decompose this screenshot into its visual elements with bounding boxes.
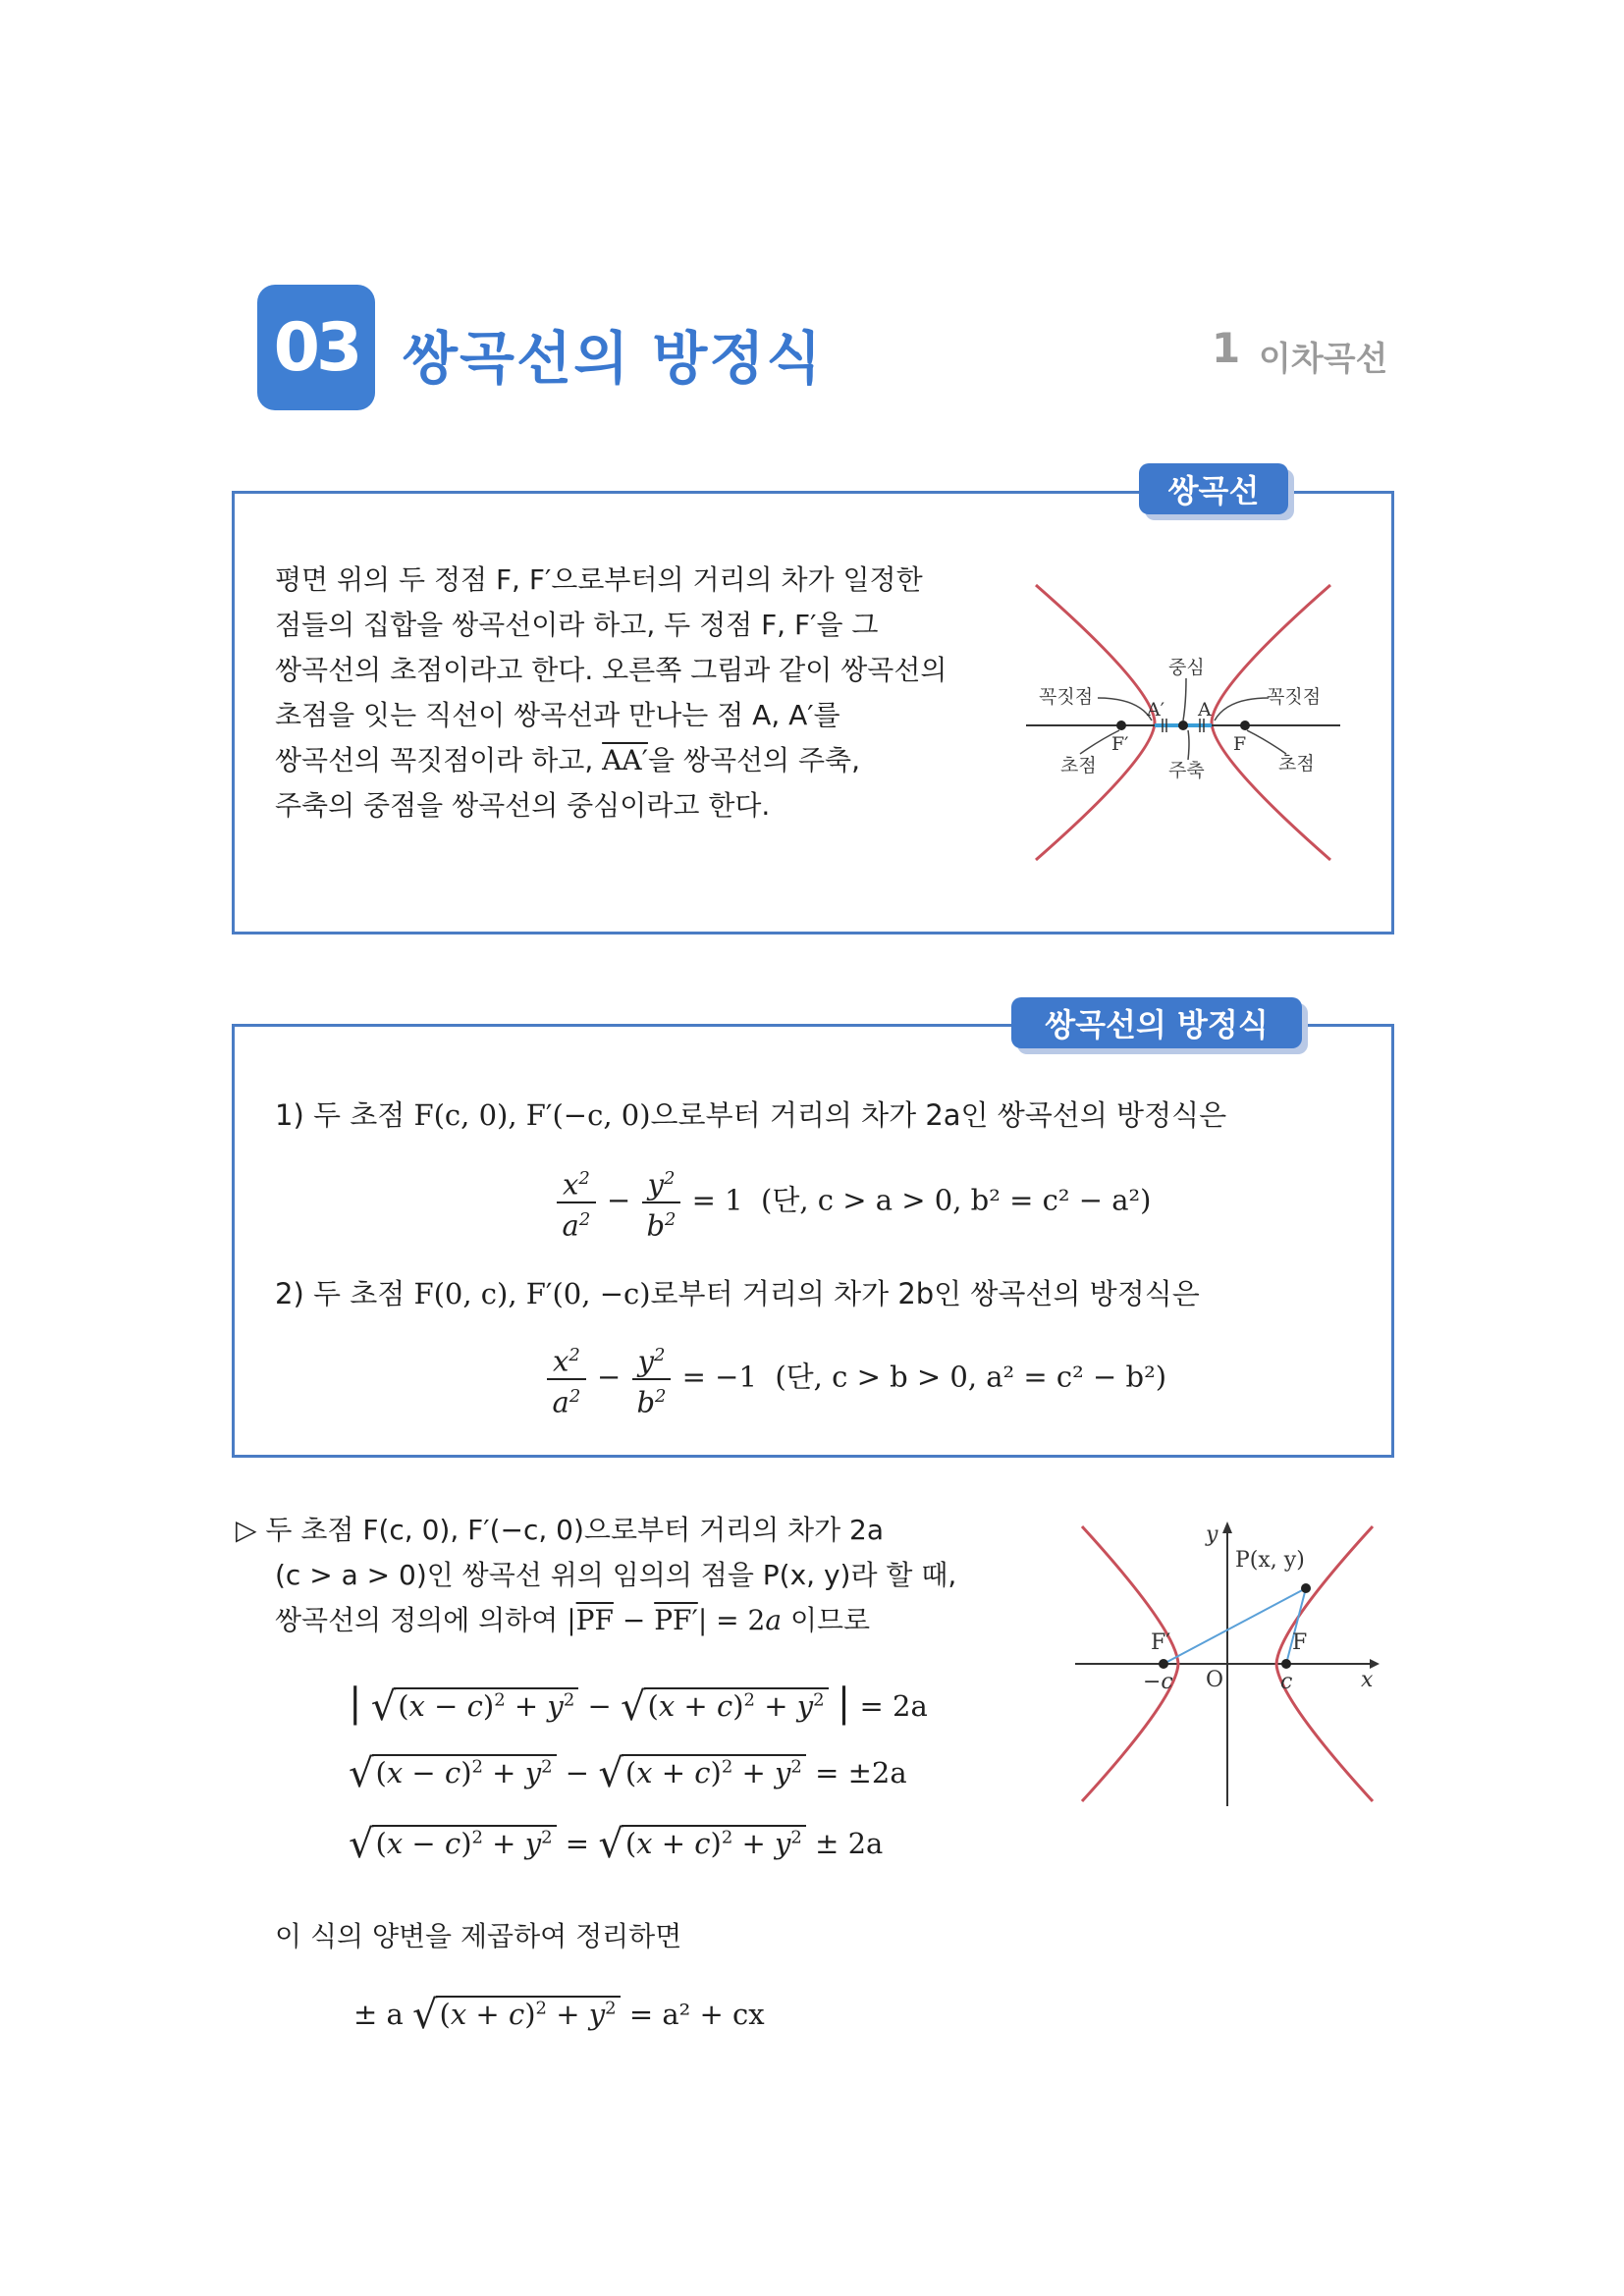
focus-right-point — [1281, 1659, 1291, 1669]
line3-suffix: 이므로 — [789, 1604, 871, 1636]
label-vertex-left: 꼭짓점 — [1039, 686, 1094, 708]
line3-prefix: 쌍곡선의 정의에 의하여 — [275, 1604, 559, 1636]
major-axis-leader — [1188, 730, 1189, 760]
eq-c-rhs: ± 2a — [815, 1827, 884, 1860]
left-branch-curve — [1036, 585, 1155, 860]
label-focus-left: F′ — [1151, 1630, 1171, 1655]
item1-suffix: 으로부터 거리의 차가 2a인 쌍곡선의 방정식은 — [650, 1098, 1227, 1132]
label-F-prime: F′ — [1111, 733, 1129, 755]
center-leader — [1183, 678, 1186, 721]
eq1-rhs: = 1 — [691, 1183, 743, 1217]
hyperbola-coordinate-figure — [1070, 1512, 1384, 1816]
center-point — [1178, 721, 1188, 730]
segment-PF-prime — [1164, 1588, 1306, 1664]
item2-prefix: 2) 두 초점 — [275, 1277, 406, 1310]
section-number-badge — [257, 285, 375, 410]
derivation-line-1: ▷ 두 초점 F(c, 0), F′(−c, 0)으로부터 거리의 차가 2a — [236, 1514, 885, 1546]
label-A-prime: A′ — [1147, 699, 1165, 721]
derivation-line-2: (c > a > 0)인 쌍곡선 위의 임의의 점을 P(x, y)라 할 때, — [275, 1559, 957, 1591]
derivation-eq-d: ± a $√(x + c)^2 + y^2 = a^2$ + cx — [353, 1993, 765, 2038]
label-major-axis: 주축 — [1168, 760, 1205, 781]
definition-line — [275, 738, 982, 783]
major-axis-segment: AA′ — [602, 744, 648, 776]
eq2-rhs: = −1 — [681, 1360, 757, 1394]
equation-item-1 — [275, 1094, 1226, 1134]
equation-1: $\frac{x^2}{a^2}$ − $\frac{y^2}{b^2}$ = 1 (단, c > a > 0, b² = c² − a²) — [555, 1164, 1151, 1240]
focus-right-leader — [1247, 730, 1286, 754]
definition-line-part: 쌍곡선의 꼭짓점이라 하고, — [275, 744, 594, 776]
label-pos-c: c — [1280, 1670, 1293, 1694]
definition-line: 쌍곡선의 초점이라고 한다. 오른쪽 그림과 같이 쌍곡선의 — [275, 654, 947, 686]
derivation-eq-a: | $√(x - c)^2 + y^2 - √(x + c)^2 + y^2$ | = 2a — [349, 1681, 928, 1730]
hyperbola-parts-figure — [1021, 575, 1345, 870]
definition-line: 점들의 집합을 쌍곡선이라 하고, 두 정점 F, F′을 그 — [275, 609, 879, 641]
label-neg-c: −c — [1143, 1670, 1173, 1694]
focus-left-point — [1159, 1659, 1168, 1669]
label-focus-left: 초점 — [1060, 755, 1097, 776]
definition-line: 주축의 중점을 쌍곡선의 중심이라고 한다. — [275, 789, 771, 822]
chapter-number: 1 — [1212, 324, 1241, 372]
fraction-y2-b2: $\frac{y^2}{b^2}$ — [632, 1341, 672, 1416]
point-P — [1301, 1583, 1311, 1593]
definition-tab: 쌍곡선 — [1139, 463, 1288, 514]
fraction-x2-a2: $\frac{x^2}{a^2}$ — [557, 1164, 596, 1240]
derivation-text — [236, 1508, 1021, 1643]
eq-b-rhs: = ±2a — [815, 1756, 907, 1789]
derivation-step-text: 이 식의 양변을 제곱하여 정리하면 — [275, 1920, 682, 1952]
page-title: 쌍곡선의 방정식 — [403, 325, 824, 392]
equation-2: $\frac{x^2}{a^2}$ − $\frac{y^2}{b^2}$ = −1 (단, c > b > 0, a² = c² − b²) — [545, 1341, 1166, 1416]
eq-d-rhs: = a² + cx — [628, 1998, 765, 2031]
item2-foci: F(0, c), F′(0, −c) — [413, 1277, 651, 1310]
focus-left-point — [1116, 721, 1126, 730]
vertex-left-leader — [1098, 698, 1152, 721]
label-vertex-right: 꼭짓점 — [1267, 686, 1322, 708]
eq2-condition: (단, c > b > 0, a² = c² − b²) — [775, 1360, 1167, 1394]
fraction-x2-a2: $\frac{x^2}{a^2}$ — [547, 1341, 586, 1416]
definition-text — [275, 558, 982, 828]
derivation-line-3: 쌍곡선의 정의에 의하여 $|\overline{PF} - PF'| = 2a$ 이므로 — [275, 1604, 871, 1636]
fraction-y2-b2: $\frac{y^2}{b^2}$ — [642, 1164, 681, 1240]
eq1-condition: (단, c > a > 0, b² = c² − a²) — [761, 1183, 1152, 1217]
label-focus-right: 초점 — [1278, 753, 1315, 774]
label-origin: O — [1206, 1668, 1224, 1692]
definition-line-part: 을 쌍곡선의 주축, — [647, 744, 860, 776]
vertex-right-leader — [1215, 698, 1269, 721]
definition-line: 초점을 잇는 직선이 쌍곡선과 만나는 점 A, A′를 — [275, 699, 840, 731]
label-F: F — [1233, 733, 1247, 755]
label-A: A — [1198, 699, 1212, 721]
label-center: 중심 — [1168, 657, 1205, 678]
section-number: 03 — [273, 308, 359, 387]
label-focus-right: F — [1292, 1630, 1308, 1655]
eq-a-rhs: = 2a — [859, 1689, 928, 1723]
definition-line: 평면 위의 두 정점 F, F′으로부터의 거리의 차가 일정한 — [275, 563, 923, 596]
label-y-axis: y — [1206, 1522, 1218, 1547]
item2-suffix: 로부터 거리의 차가 2b인 쌍곡선의 방정식은 — [650, 1277, 1200, 1310]
item1-prefix: 1) 두 초점 — [275, 1098, 406, 1132]
label-point-P: P(x, y) — [1235, 1548, 1305, 1573]
focus-right-point — [1240, 721, 1250, 730]
right-branch-curve — [1212, 585, 1330, 860]
y-axis-arrow — [1222, 1522, 1232, 1533]
label-x-axis: x — [1361, 1668, 1374, 1692]
item1-foci: F(c, 0), F′(−c, 0) — [413, 1098, 651, 1132]
equation-tab: 쌍곡선의 방정식 — [1011, 997, 1302, 1048]
equation-item-2 — [275, 1272, 1200, 1312]
eq-d-lhs: ± a — [353, 1998, 404, 2031]
chapter-name: 이차곡선 — [1259, 340, 1388, 379]
derivation-eq-b: $√(x - c)^2 + y^2 - √(x + c)^2 + y^2 = \pm 2a$ — [349, 1751, 907, 1796]
derivation-eq-c: $√(x - c)^2 + y^2 = √(x + c)^2 + y^2 \pm 2a$ — [349, 1822, 884, 1867]
